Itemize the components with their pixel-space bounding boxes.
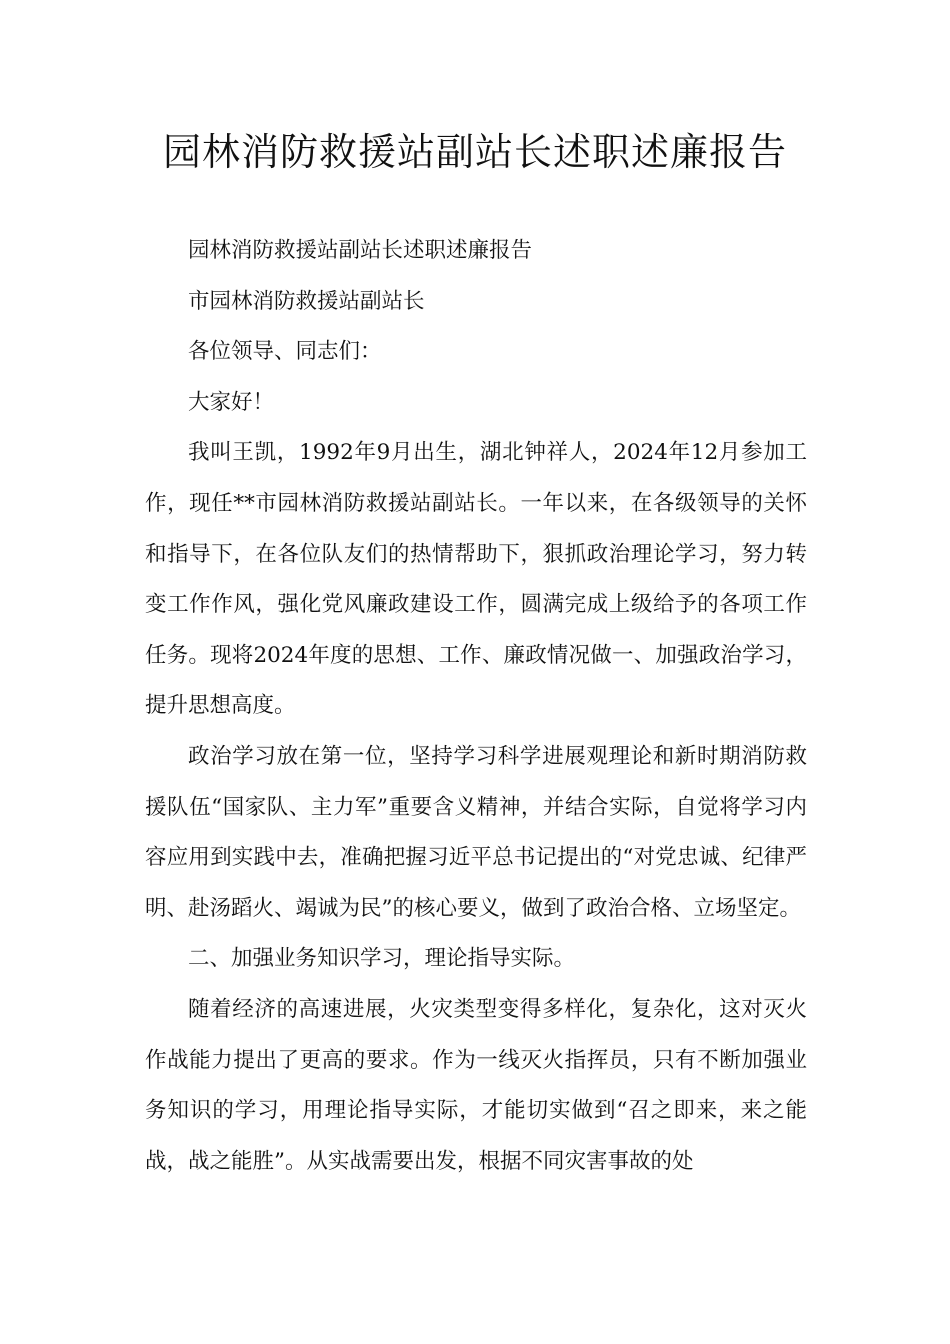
paragraph-salutation: 各位领导、同志们： xyxy=(188,339,382,365)
paragraph-section-heading-2: 二、加强业务知识学习，理论指导实际。 xyxy=(188,946,576,972)
document-title: 园林消防救援站副站长述职述廉报告 xyxy=(162,130,787,174)
document-body xyxy=(145,226,807,1187)
paragraph-political-study: 政治学习放在第一位，坚持学习科学进展观理论和新时期消防救援队伍“国家队、主力军”重要含义精神，并结合实际，自觉将学习内容应用到实践中去，准确把握习近平总书记提出的“对党忠诚、纪律严明、赴汤蹈火、竭诚为民”的核心要义，做到了政治合格、立场坚定。 xyxy=(145,743,807,921)
paragraph-subtitle: 园林消防救援站副站长述职述廉报告 xyxy=(188,238,533,263)
paragraph-greeting: 大家好！ xyxy=(188,389,275,415)
paragraph-business-study: 随着经济的高速进展，火灾类型变得多样化，复杂化，这对灭火作战能力提出了更高的要求。作为一线灭火指挥员，只有不断加强业务知识的学习，用理论指导实际，才能切实做到“召之即来，来之能战，战之能胜”。从实战需要出发，根据不同灾害事故的处 xyxy=(145,996,807,1174)
paragraph-introduction: 我叫王凯，1992年9月出生，湖北钟祥人，2024年12月参加工作，现任**市园林消防救援站副站长。一年以来，在各级领导的关怀和指导下，在各位队友们的热情帮助下，狠抓政治理论学习，努力转变工作作风，强化党风廉政建设工作，圆满完成上级给予的各项工作任务。现将2024年度的思想、工作、廉政情况做一、加强政治学习，提升思想高度。 xyxy=(145,440,807,719)
paragraph-author-position: 市园林消防救援站副站长 xyxy=(188,288,425,314)
